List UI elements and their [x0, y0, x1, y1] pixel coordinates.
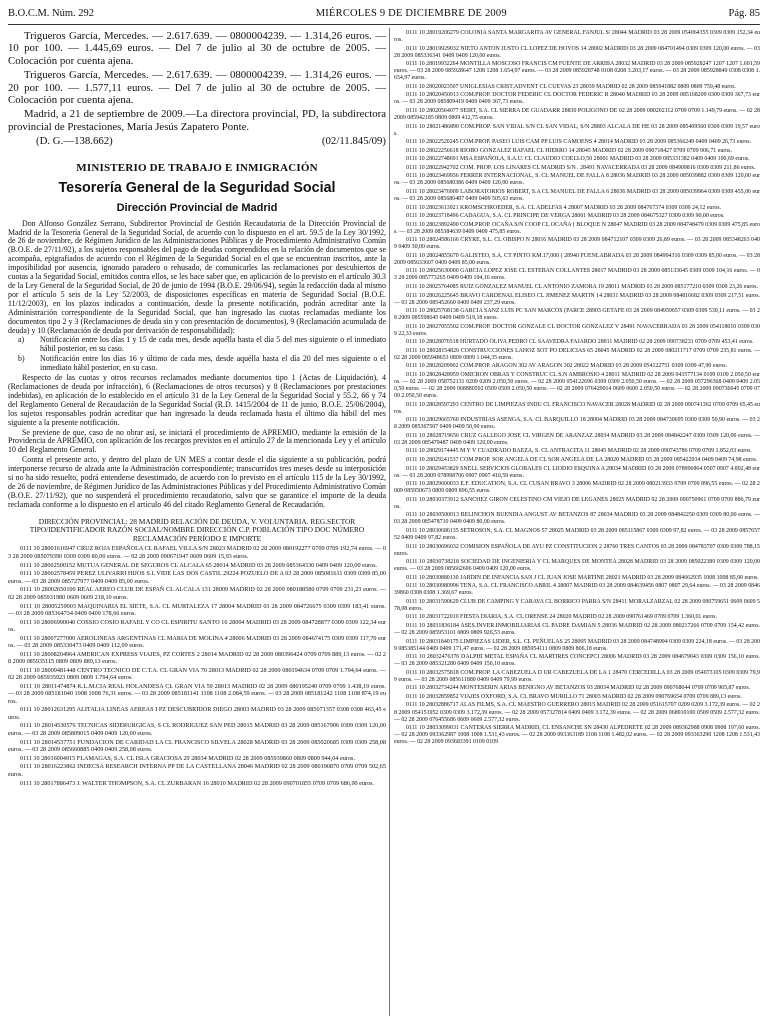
debt-record: 0111 10 28002650100 REAL AEREO CLUB DE ESPAÑ CL ALCALA 131 28009 MADRID 02 28 2009 080188580 0709 0709 231,23 euros. — 02 28 2009 085931980 0609 0609 218,10 euros.: [8, 586, 386, 601]
debt-record: 0111 10 28024586166 CRYRE, S.L. CL OBISPO N 28016 MADRID 03 28 2009 084712107 0309 0309 26,89 euros. — 03 28 2009 085348263 0409 0409 30,00 euros.: [394, 237, 760, 251]
debt-record: 0111 10 28017886473 J. WALTER THOMPSON, S.A. CL ZURBARAN 16 28010 MADRID 02 28 2009 090701855 0709 0709 686,90 euros.: [20, 779, 375, 787]
debt-record: 0111 10 28023892490 COM.PROP. OCAÑA S/N COOP CL OCAÑA ( BLOQUE N 28047 MADRID 03 28 2009 084748479 0309 0309 475,85 euros. — 03 28 2009 085384639 0409 0409 475,85 euros.: [394, 221, 760, 235]
body-paragraph: Contra el presente acto, y dentro del plazo de UN MES a contar desde el día siguiente a su publicación, podrá interponerse recurso de alzada ante la Administración correspondiente; transcurridos tres meses desde su interposición si no ha sido resuelto, podrá entenderse desestimado, de acuerdo con lo previsto en el artículo 115 de la Ley 30/1992, de 26 de noviembre, de Régimen Jurídico de las Administraciones Públicas y del Procedimiento Administrativo Común (B.O.E. 27/11/92), que no suspenderá el procedimiento recaudatorio, salvo que se garantice el importe de la deuda reclamada conforme a lo dispuesto en el artículo 46 del citado Reglamento General de Recaudación.: [8, 455, 386, 509]
bulletin-number: B.O.C.M. Núm. 292: [8, 8, 95, 19]
debt-record: 0111 10 28031722010 FIESTA DIARIA, S.A. CL ORENSE 24 28020 MADRID 02 28 2009 090761469 0709 0709 1.360,01 euros.: [406, 614, 718, 621]
section-subtitle: Dirección Provincial de Madrid: [116, 201, 278, 214]
debt-record: 0111 10 28005259003 MAQUINARIA EL SIETE, S.A. CL MURTALEZA 17 28004 MADRID 03 28 2009 084726675 0309 0309 183,41 euros. — 03 28 2009 085364734 0409 0409 178,66 euros.: [8, 602, 386, 617]
debt-record: 0111 10 28027055502 COM.PROP. DOCTOR GONZALE CL DOCTOR GONZALEZ V 28491 NAVACERRADA 03 28 2009 054118010 0309 0309 22,33 euros.: [394, 323, 760, 337]
debt-record: 0111 10 28022942702 COM. PROP. LOS LINARES CL MADRID S/N . 28491 NAVACERRADA 03 28 2009 084909816 0309 0309 211,86 euros.: [406, 164, 756, 171]
debt-record: 0111 10 28032575818 COM.PROP. LA CABEZUELA D UR CABEZUELA DE LA 1 28470 CERCEDILLA 03 28 2009 054073105 0309 0309 79,99 euros. — 03 28 2009 085611880 0409 0409 79,99 euros.: [394, 669, 760, 683]
debt-record: 0111 10 28020023507 UNIGLESIAS CRIST.ADVENT CL CUEVAS 23 28039 MADRID 02 28 2009 085941882 0809 0809 759,48 euros.: [406, 83, 736, 90]
debt-record: 0111 10 28030738218 SOCIEDAD DE INGENIERIA Y CL MARQUES DE MONTEA 28028 MADRID 03 28 2009 085022389 0309 0309 120,00 euros. — 03 28 2009 085662606 0409 0409 120,00 euros.: [394, 559, 760, 573]
debt-record: 0111 10 28028428959 OMICRON OBRAS Y CONSTRUC CL S.N AMBROSIO 4 28011 MADRID 02 28 2009 043577134 0109 0109 2.050,50 euros. — 02 28 2009 058752131 0209 0209 2.050,50 euros. — 02 28 2009 054122696 0309 0309 2.050,50 euros. — 02 28 2009 057296368 0409 0409 2.050,50 euros. — 02 28 2009 068880592 0509 0509 2.050,50 euros. — 02 28 2009 076429014 0609 0609 2.050,50 euros. — 02 28 2009 090736645 0709 0709 2.050,50 euros.: [394, 372, 760, 400]
reference-number: (02/11.845/09): [321, 135, 386, 148]
debt-record: 0111 10 28011474874 K.L.M.CIA REAL HOLANDESA CL GRAN VIA 59 28013 MADRID 02 28 2009 080195240 0709 0709 1.438,19 euros. — 03 28 2009 085181040 1008 1008 76,31 euros. — 03 28 2009 085181141 1108 1108 2.084,59 euros. — 03 28 2009 085181242 1108 1108 874,19 euros.: [8, 682, 386, 705]
signature-paragraph: Madrid, a 21 de septiembre de 2009.—La directora provincial, PD, la subdirectora provincial de Prestaciones, María Jesús Zapatero Ponte.: [8, 108, 386, 133]
debt-record: 0111 10 28002578459 PEREZ ULIVARRI HIJOS S.L VIDE LAS DOS CASTIL 29224 POZUELO DE A 03 28 2009 085081611 0309 0309 85,00 euros. — 03 28 2009 085727977 0409 0409 85,00 euros.: [8, 570, 386, 585]
debt-record: 0111 10 28026225645 BRAVO CARDENAL ELISEO CL JIMENEZ MARTIN 14 28031 MADRID 03 28 2009 084816682 0309 0309 217,51 euros. — 03 28 2009 085452660 0409 0409 237,29 euros.: [394, 292, 760, 306]
debt-record: 0111 10 28008204964 AMERICAN EXPRESS VIAJES, PZ CORTES 2 28014 MADRID 02 28 2009 080396424 0709 0709 889,13 euros. — 02 28 2009 085935115 0809 0809 889,13 euros.: [8, 650, 386, 666]
debt-record: 0111 10 28025630000 GARCIA LOPEZ JOSE CL ESTEBAN COLLANTES 28017 MADRID 03 28 2009 085133045 0309 0309 104,16 euros. — 03 28 2009 085773265 0409 0409 104,16 euros.: [394, 268, 760, 282]
debt-record: 0111 10 28029241537 COM.PROP. SOR ANGELA DE CL SOR ANGELA DE LA 28020 MADRID 03 28 2009 085422934 0409 0409 74,98 euros.: [406, 457, 758, 464]
section-title: Tesorería General de la Seguridad Social: [58, 179, 336, 196]
debt-table-header: DIRECCIÓN PROVINCIAL: 28 MADRID RELACIÓN DE DEUDA, V. VOLUNTARIA. REG.SECTOR TIPO/IDENTIFICADOR RAZÓN SOCIAL/NOMBRE DIRECCIÓN C.P. POBLACIÓN TIPO DOC NÚMERO RECLAMACIÓN PERÍODO E IMPORTE: [29, 516, 365, 543]
debt-record: 0111 10 28016004915 FLAMAGAS, S.A. CL ISLA GRACIOSA 29 28034 MADRID 02 28 2009 085939860 0809 0809 944,04 euros.: [20, 754, 355, 762]
debt-record: 0111 10 28032859852 VIAJES OXFORD, S.A. CL BRAVO MURILLO 71 28003 MADRID 02 28 2009 090769654 0709 0709 889,13 euros.: [406, 693, 742, 700]
debt-record: 0111 10 28030880130 JARDIN DE INFANCIA SAN J CL JUAN JOSE MARTINE 28021 MADRID 03 28 2009 084662935 1008 1008 85,00 euros.: [406, 574, 759, 581]
debt-record: 0111 10 28014537751 FUNDACION DE CARIDAD LA CL FRANCISCO SILVELA 28028 MADRID 03 28 2009 085020685 0309 0309 258,08 euros. — 03 28 2009 085660885 0409 0409 258,08 euros.: [8, 738, 386, 753]
body-paragraph: Se previene de que, caso de no obrar así, se iniciará el procedimiento de APREMIO, mediante la emisión de la Providencia de APREMIO, con aplicación de los recargos previstos en el artículo 27 de la mencionada Ley y el artículo 10 del Reglamento General.: [8, 427, 386, 455]
body-paragraph: Respecto de las cuotas y otros recursos reclamados mediante documentos tipo 1 (Actas de Liquidación), 4 (Reclamaciones de deuda por infracción), 6 (Reclamaciones de otros recursos) y 8 (Reclamaciones por prestaciones indebidas), en aplicación de lo establecido en el artículo 31 de la Ley General de la Seguridad Social y 55.2, 66 y 74 del Reglamento General de Recaudación de la Seguridad Social (R.D. 1415/2004 de 11 de junio, B.O.E. 25/06/2004), los sujetos responsables podrán acreditar que han ingresado la deuda reclamada hasta el último día hábil del mes siguiente a la presente notificación.: [8, 373, 386, 427]
reference-line: [8, 135, 386, 147]
debt-record: 0111 10 28029665760 INDUSTRIAS ASENGA, S.A. CL BARQUILLO 18 28004 MADRID 03 28 2009 084730695 0309 0309 50,90 euros. — 03 28 2009 085367507 0409 0409 50,90 euros.: [394, 417, 760, 431]
debt-record: 0111 10 28007277000 AEROLINEAS ARGENTINAS CL MARIA DE MOLINA 4 28006 MADRID 03 28 2009 084674175 0309 0309 117,70 euros. — 03 28 2009 085330473 0409 0409 112,09 euros.: [8, 634, 386, 649]
debt-record: 0111 10 28030686135 SETROSON, S.A. CL MAGNOS 57 28025 MADRID 03 28 2009 085115867 0309 0309 97,82 euros. — 03 28 2009 085765752 0409 0409 97,82 euros.: [394, 527, 760, 541]
debt-record: 0111 10 28019932264 MONTILLA MOSCOSO FRANCIS CM FUENTE DE ARRIBA 28032 MADRID 03 28 2009 085928247 1207 1207 1.601,59 euros. — 03 28 2009 085928647 1208 1208 1.654,97 euros. — 03 28 2009 085928748 0108 0208 3.203,17 euros. — 03 28 2009 085928849 0308 0308 1.654,97 euros.: [394, 61, 760, 82]
list-text: Notificación entre los días 16 y último de cada mes, desde aquélla hasta el día 20 del mes siguiente o el inmediato hábil posterior, en su caso.: [40, 354, 386, 373]
debt-record: 0111 10 28023476909 LABORATORIOS ROBERT, S.A CL MANUEL DE FALLA 6 28036 MADRID 03 28 2009 085039964 0309 0309 455,06 euros. — 03 28 2009 085680487 0409 0409 505,63 euros.: [394, 188, 760, 202]
lead-paragraph: Trigueros García, Mercedes. — 2.617.639. — 0800004239. — 1.314,26 euros. — 10 por 100. — 1.445,69 euros. — Del 7 de julio al 30 de octubre de 2005. — Colocación por cuenta ajena.: [8, 30, 386, 67]
debt-record: 0111 10 28032886717 ALAS FILMS, S.A. CL MAESTRO GUERRERO 28015 MADRID 02 28 2009 051615707 0209 0209 3.172,39 euros. — 02 28 2009 054151952 0309 0309 3.172,39 euros. — 02 28 2009 057327814 0409 0409 3.172,39 euros. — 02 28 2009 068910100 0509 0509 2.577,32 euros. — 02 28 2009 076455686 0609 0609 2.577,32 euros.: [394, 702, 760, 723]
page-number: Pág. 85: [728, 8, 760, 19]
debt-record: 0111 10 28021486890 COM.PROP. SAN VIDAL S/N CL SAN VIDAL, S/N 28803 ALCALA DE HE 03 28 2009 085409560 0309 0309 19,57 euros.: [394, 123, 760, 137]
debt-record: 0111 10 28023613921 KROMSCHROEDER, S.A. CL ADELFAS 4 28007 MADRID 03 28 2009 084767374 0309 0309 24,12 euros.: [406, 204, 722, 211]
debt-record: 0111 10 28031840175 LIMPIEZAS LIDER, S.L. CL PEÑUELAS 25 28005 MADRID 03 28 2009 084748994 0309 0309 224,18 euros. — 03 28 2009 085385144 0409 0409 171,47 euros. — 02 28 2009 085954111 0809 0809 806,18 euros.: [394, 638, 760, 652]
list-item: [18, 355, 386, 373]
list-marker: a): [18, 335, 25, 345]
debt-record: 0111 10 28030373912 SANCHEZ GIRON CELESTINO CM VIEJO DE LEGANES 28025 MADRID 02 28 2009 090750961 0709 0709 886,79 euros.: [394, 496, 760, 510]
debt-record: 0111 10 28033099031 CANTERAS SIERRA MADRID, CL ENSANCHE SN 28430 ALPEDRETE 02 28 2009 089362988 0908 0908 197,60 euros. — 02 28 2009 093362987 1008 1008 1.531,43 euros. — 02 28 2009 093363189 1108 1108 1.482,02 euros. — 02 28 2009 093363290 1208 1208 1.531,43 euros. — 02 28 2009 093683391 0109 0109: [394, 725, 760, 746]
debt-record: 0111 10 28025764085 RUIZ GONZALEZ MANUEL CL ANTONIO ZAMORA 19 28011 MADRID 03 28 2009 085177210 0309 0309 23,26 euros.: [406, 284, 759, 290]
debt-record: 0111 10 28016223862 INDECSA RESEARCH INTERNA PP DE LA CASTELLANA 28046 MADRID 02 28 2009 080190870 0709 0709 502,65 euros.: [8, 763, 386, 778]
list-text: Notificación entre los días 1 y 15 de cada mes, desde aquélla hasta el día 5 del mes siguiente o el inmediato hábil posterior, en su caso.: [40, 335, 386, 354]
header-rule: [8, 24, 760, 25]
publication-date: MIÉRCOLES 9 DE DICIEMBRE DE 2009: [315, 8, 507, 19]
debt-record: 0111 10 28030696032 COMISION ESPAÑOLA DE AYU PZ CONSTITUCION 2 28760 TRES CANTOS 03 28 2009 084783707 0309 0309 788,15 euros.: [394, 543, 760, 557]
debt-record: 0111 10 28028154826 CONSTRUCCIONES LAHOZ SOT PO DELICIAS 65 28045 MADRID 02 28 2009 080211717 0709 0709 235,81 euros. — 02 28 2009 085948653 0809 0809 1.044,35 euros.: [394, 347, 760, 361]
debt-record: 0111 10 28022256618 RIOBO GONZALEZ RAFAEL CL HIERRO 14 28045 MADRID 02 28 2009 090718427 0709 0709 906,71 euros.: [406, 147, 732, 154]
list-item: [18, 336, 386, 354]
debt-record: 0111 10 28024855670 GALISTEO, S.A. CT PINTO KM.17,000 ( 28940 FUENLABRADA 03 28 2009 084994316 0309 0309 85,00 euros. — 03 28 2009 085633607 0409 0409 85,00 euros.: [394, 252, 760, 266]
column-divider: [389, 28, 390, 1016]
debt-records-right: [394, 30, 760, 746]
reference-dg: (D. G.—138.662): [36, 135, 113, 148]
right-column: [394, 30, 760, 1018]
debt-record: 0111 10 28012631295 ALITALIA LINEAS AEREAS I PZ DESCUBRIDOR DIEGO 28003 MADRID 03 28 2009 085071357 0308 0308 463,45 euros.: [8, 706, 386, 721]
list-marker: b): [18, 354, 25, 364]
debt-record: 0111 10 28029174445 M Y V CUADRADO BAEZA, S. CL ANTRACITA 11 28045 MADRID 02 28 2009 090743786 0709 0709 1.852,03 euros.: [406, 448, 752, 455]
debt-record: 0111 10 28030500013 BELINCHON BUENDIA ANGUST AV BETANZOS 87 28034 MADRID 03 28 2009 084842250 0309 0309 80,00 euros. — 03 28 2009 085478710 0409 0409 80,00 euros.: [394, 512, 760, 526]
debt-record: 0111 10 28031590629 CLUB DE CAMPING Y CARAVA CL BORRICO PARRA S/N 28411 MORALZARZAL 02 28 2009 090759651 0609 0609 578,08 euros.: [394, 598, 760, 612]
body-paragraph: Don Alfonso González Serrano, Subdirector Provincial de Gestión Recaudatoria de la Dirección Provincial de Madrid de la Tesorería General de la Seguridad Social, de acuerdo con lo dispuesto en el art. 59.5 de la Ley 30/1992, de 26 de noviembre, de Régimen Jurídico de las Administraciones Públicas y de Procedimiento Administrativo Común (B.O.E. de 27/11/92), a los sujetos responsables del pago de deudas comprendidos en la relación de documentos que se acompaña, epigrafiados de acuerdo con el Régimen de la Seguridad Social en el que se encuentran inscritos, ante la imposibilidad por ausencia, ignorado paradero o rehusado, de comunicarles las reclamaciones por descubiertos de cuotas a la Seguridad Social, emitidos contra ellos, se les hace saber que, en aplicación de lo previsto en el artículo 30.3 de la Ley General de la Seguridad Social, de 20 de junio de 1994 (B.O.E. 29/06/94), según la redacción dada al mismo por el artículo 5 seis de la Ley 52/2003, de disposiciones específicas en materia de Seguridad Social (B.O.E. 11/12/2003), en los plazos indicados a continuación, desde la presente notificación, podrán acreditar ante la Administración correspondiente de la Seguridad Social, que han ingresado las cuotas reclamadas mediante los documentos tipo 2 y 3 (Reclamaciones de deuda sin y con presentación de documentos), 9 (Reclamación acumulada de deuda) y 10 (Reclamación de deuda por derivación de responsabilidad):: [8, 218, 386, 335]
debt-record: 0111 10 28030980996 TENA, S.A. CL FRANCISCO ABRIL 4 28007 MADRID 03 28 2009 084639456 0807 0807 29,64 euros. — 03 28 2009 084639860 0308 0308 1.369,67 euros.: [394, 583, 760, 597]
debt-record: 0111 10 28023469936 FERRER INTERNACIONAL, S. CL MANUEL DE FALLA 8 28036 MADRID 03 28 2009 085039882 0309 0309 120,00 euros. — 03 28 2009 085680386 0409 0409 120,00 euros.: [394, 173, 760, 187]
ministry-heading: MINISTERIO DE TRABAJO E INMIGRACIÓN: [76, 161, 318, 174]
debt-record: 0111 10 28031836184 ASES.INVER.INMOBILIARIAS CL PADRE DAMIAN 5 28036 MADRID 02 28 2009 080217266 0709 0709 154,42 euros. — 02 28 2009 085953101 0809 0809 926,53 euros.: [394, 623, 760, 637]
lead-paragraph: Trigueros García, Mercedes. — 2.617.639. — 0800004239. — 1.314,26 euros. — 20 por 100. — 1.577,11 euros. — Del 7 de julio al 30 de octubre de 2005. — Colocación por cuenta ajena.: [8, 69, 386, 107]
debt-record: 0111 10 28032734244 MONTESERIN ARIAS BENIGNO AV BETANZOS 93 28034 MADRID 02 28 2009 090768644 0709 0709 965,87 euros.: [406, 685, 751, 692]
debt-record: 0111 10 28028076518 HURTADO OLIVA PEDRO CL SAAVEDRA FAJARDO 28011 MADRID 02 28 2009 090738231 0709 0709 453,41 euros.: [406, 339, 754, 346]
debt-record: 0111 10 28032476376 DALPHI METAL ESPAÑA CL MARTIRES CONCEPCI 28006 MADRID 03 28 2009 084679043 0309 0309 156,10 euros. — 03 28 2009 085321280 0409 0409 156,10 euros.: [394, 654, 760, 668]
debt-record: 0111 10 28019206279 COLONIA SANTA MARGARITA AV GENERAL FANJUL S/ 28044 MADRID 03 28 2009 054064355 0309 0309 152,34 euros.: [394, 30, 760, 44]
debt-record: 0111 10 28028719656 CRUZ GALLEGO JOSE CL VIRGEN DE ARANZAZ 28034 MADRID 03 28 2009 084842247 0309 0309 120,00 euros. — 03 28 2009 085479487 0409 0409 120,00 euros.: [394, 432, 760, 446]
debt-record: 0111 10 28020450913 COM.PROP. DOCTOR FEDERIC CL DOCTOR FEDERIC R 28040 MADRID 03 28 2009 085168209 0309 0309 367,73 euros. — 03 28 2009 085809419 0409 0409 367,73 euros.: [394, 92, 760, 106]
debt-record: 0111 10 28029600033 E.F. EDUCATION, S.A. CL CUSAN BRAVO 3 28006 MADRID 02 28 2009 080213933 0709 0709 896,55 euros. — 02 28 2009 085950673 0809 0809 896,55 euros.: [394, 481, 760, 495]
debt-record: 0111 10 28022520245 COM.PROP. PASEO LUIS CAM PP LUIS CAMOENS 4 28014 MADRID 03 28 2009 085366249 0409 0409 26,73 euros.: [406, 139, 752, 146]
debt-record: 0111 10 28028209902 COM.PROP. ARAGON 302 AV ARAGON 302 28022 MADRID 03 28 2009 054122751 0309 0309 47,90 euros.: [406, 363, 728, 370]
left-column: [8, 30, 386, 1018]
debt-record: 0111 10 28025768138 GARCIA SANZ LUIS PC SAN MARCOS (PARCE 28903 GETAFE 03 28 2009 084959657 0309 0309 530,11 euros. — 03 28 2009 085598645 0409 0409 519,18 euros.: [394, 308, 760, 322]
debt-record: 0111 10 28022748691 MSA ESPAÑOLA, S.A.U. CL CLAUDIO COELLO,50 28001 MADRID 03 28 2009 085331382 0409 0409 100,69 euros.: [406, 156, 750, 163]
debt-record: 0111 10 28002500152 MUTUA GENERAL DE SEGUROS CL ALCALA 65 28014 MADRID 03 28 2009 085364330 0409 0409 120,00 euros.: [20, 561, 378, 569]
debt-record: 0111 10 28023718496 CADAGUA, S.A. CL PRINCIPE DE VERGA 28001 MADRID 03 28 2009 084675327 0309 0309 90,00 euros.: [406, 213, 725, 220]
debt-record: 0111 10 28029453829 SNELL SERVICIOS GLOBALES CL LIODIO ESQUINA A 28034 MADRID 03 28 2009 078996864 0507 0907 4.892,48 euros. — 03 28 2009 078998706 0907 0907 410,59 euros.: [394, 465, 760, 479]
debt-record: 0111 10 28014530576 TECNICAS SIDERURGICAS, S CL RODRIGUEZ SAN PED 28015 MADRID 03 28 2009 085167906 0309 0309 120,00 euros. — 03 28 2009 085809015 0409 0409 120,00 euros.: [8, 722, 386, 737]
debt-record: 0111 10 28009481448 CENTRO TECNICO DE C.T.A. CL GRAN VIA 70 28013 MADRID 02 28 2009 080194634 0709 0709 1.794,64 euros. — 02 28 2009 085935923 0809 0809 1.794,64 euros.: [8, 666, 386, 682]
debt-records-left: [8, 545, 386, 786]
debt-record: 0111 10 28006990040 COSSIO COSIO RAFAEL Y CO CL ESPIRITU SANTO 16 28004 MADRID 03 28 2009 084728877 0309 0309 122,34 euros.: [8, 618, 386, 633]
debt-record: 0111 10 28001616947 CRUZ ROJA ESPAÑOLA CL RAFAEL VILLA S/N 28023 MADRID 02 28 2009 080192277 0709 0709 192,74 euros. — 03 28 2009 085079390 0309 0309 80,00 euros. — 02 28 2009 090671947 0609 0609 15,93 euros.: [8, 545, 386, 560]
debt-record: 0111 10 28019929032 NIETO ANTON JUSTO CL LOPEZ DE HOYOS 14 28002 MADRID 03 28 2009 084701494 0309 0309 120,00 euros. — 03 28 2009 085336341 0409 0409 120,00 euros.: [394, 45, 760, 59]
page-header: [8, 8, 760, 22]
debt-record: 0111 10 28020564077 SEIRT, S.A. CL SIERRA DE GUADARR 28830 POLIGONO DE 02 28 2009 080202112 0709 0709 1.149,79 euros. — 02 28 2009 085942185 0809 0809 412,75 euros.: [394, 107, 760, 122]
debt-record: 0111 10 28028597293 CENTRO DE LIMPIEZAS INDU CL FRANCISCO NAVACER 28028 MADRID 02 28 2009 090741362 0709 0709 65,45 euros.: [394, 401, 760, 415]
